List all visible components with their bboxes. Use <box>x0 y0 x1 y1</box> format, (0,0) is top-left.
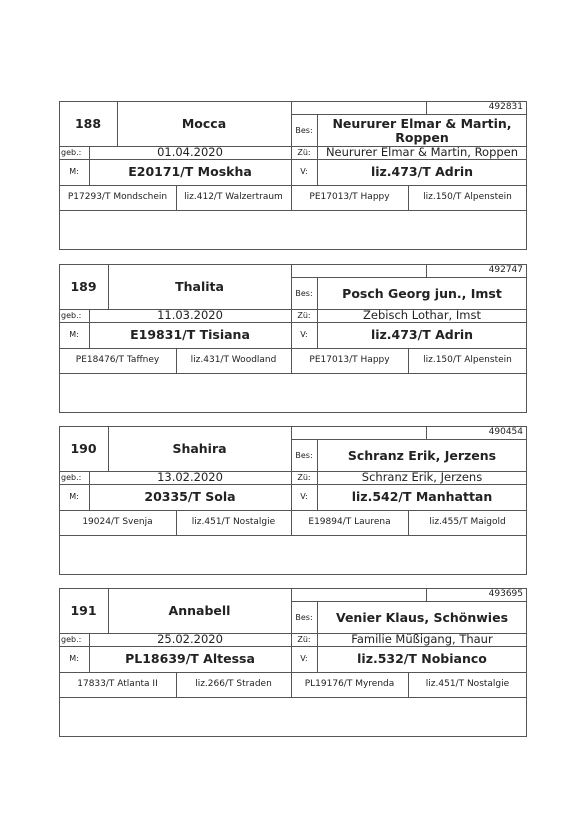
geb-label: geb.: <box>61 311 82 320</box>
birth-date: 25.02.2020 <box>157 632 223 646</box>
horse-card <box>59 588 527 737</box>
maternal-grandfather: liz.266/T Straden <box>195 679 272 689</box>
maternal-grandfather: liz.431/T Woodland <box>190 355 277 365</box>
geb-label: geb.: <box>61 635 82 644</box>
geb-label: geb.: <box>61 148 82 157</box>
horse-name: Annabell <box>168 603 231 618</box>
breeder-name: Familie Müßigang, Thaur <box>351 632 493 646</box>
card-bottom-line <box>59 249 527 250</box>
geb-label: geb.: <box>61 473 82 482</box>
birth-date: 13.02.2020 <box>157 470 223 484</box>
paternal-grandfather: liz.150/T Alpenstein <box>423 192 512 202</box>
breeder-name: Zebisch Lothar, Imst <box>363 308 481 322</box>
horse-name: Shahira <box>172 441 227 456</box>
registration-id: 490454 <box>488 427 523 437</box>
mother-name: E19831/T Tisiana <box>130 327 250 342</box>
zue-label: Zü: <box>297 311 311 320</box>
horse-number: 188 <box>74 116 102 131</box>
father-label: V: <box>300 654 308 663</box>
registration-id: 492831 <box>488 102 523 112</box>
maternal-grandmother: PE18476/T Taffney <box>75 355 160 365</box>
mother-label: M: <box>69 167 79 176</box>
father-label: V: <box>300 492 308 501</box>
horse-card <box>59 426 527 575</box>
horse-card <box>59 101 527 250</box>
paternal-grandmother: PE17013/T Happy <box>309 192 390 202</box>
father-label: V: <box>300 167 308 176</box>
mother-label: M: <box>69 654 79 663</box>
mother-name: E20171/T Moskha <box>128 164 252 179</box>
horse-name: Thalita <box>175 279 224 294</box>
maternal-grandmother: 19024/T Svenja <box>82 517 153 527</box>
registration-id: 492747 <box>488 265 523 275</box>
horse-number: 189 <box>70 279 97 294</box>
horse-number: 191 <box>70 603 97 618</box>
horse-number: 190 <box>70 441 97 456</box>
father-name: liz.532/T Nobianco <box>357 651 487 666</box>
father-name: liz.542/T Manhattan <box>351 489 493 504</box>
bes-label: Bes: <box>295 126 313 135</box>
birth-date: 01.04.2020 <box>157 145 223 159</box>
father-label: V: <box>300 330 308 339</box>
mother-name: 20335/T Sola <box>144 489 236 504</box>
maternal-grandfather: liz.451/T Nostalgie <box>191 517 276 527</box>
notes-area <box>63 211 523 249</box>
owner-name: Venier Klaus, Schönwies <box>335 610 509 625</box>
notes-area <box>63 536 523 574</box>
owner-name: Schranz Erik, Jerzens <box>347 448 497 463</box>
card-bottom-line <box>59 574 527 575</box>
mother-label: M: <box>69 330 79 339</box>
notes-area <box>63 374 523 412</box>
owner-name: Neururer Elmar & Martin, Roppen <box>332 116 512 145</box>
zue-label: Zü: <box>297 148 311 157</box>
bes-label: Bes: <box>295 451 313 460</box>
paternal-grandfather: liz.451/T Nostalgie <box>425 679 510 689</box>
breeder-name: Schranz Erik, Jerzens <box>361 470 483 484</box>
card-bottom-line <box>59 736 527 737</box>
breeder-name: Neururer Elmar & Martin, Roppen <box>325 145 519 159</box>
notes-area <box>63 698 523 736</box>
paternal-grandfather: liz.150/T Alpenstein <box>423 355 512 365</box>
father-name: liz.473/T Adrin <box>370 327 474 342</box>
paternal-grandmother: PE17013/T Happy <box>309 355 390 365</box>
horse-card <box>59 264 527 413</box>
mother-name: PL18639/T Altessa <box>125 651 255 666</box>
paternal-grandmother: E19894/T Laurena <box>308 517 391 527</box>
owner-name: Posch Georg jun., Imst <box>342 286 502 301</box>
registration-id: 493695 <box>488 589 523 599</box>
zue-label: Zü: <box>297 635 311 644</box>
horse-name: Mocca <box>181 116 227 131</box>
maternal-grandfather: liz.412/T Walzertraum <box>184 192 283 202</box>
paternal-grandmother: PL19176/T Myrenda <box>304 679 395 689</box>
mother-label: M: <box>69 492 79 501</box>
zue-label: Zü: <box>297 473 311 482</box>
father-name: liz.473/T Adrin <box>370 164 474 179</box>
bes-label: Bes: <box>295 289 313 298</box>
maternal-grandmother: P17293/T Mondschein <box>67 192 168 202</box>
card-bottom-line <box>59 412 527 413</box>
paternal-grandfather: liz.455/T Maigold <box>429 517 506 527</box>
bes-label: Bes: <box>295 613 313 622</box>
birth-date: 11.03.2020 <box>157 308 223 322</box>
maternal-grandmother: 17833/T Atlanta II <box>77 679 158 689</box>
